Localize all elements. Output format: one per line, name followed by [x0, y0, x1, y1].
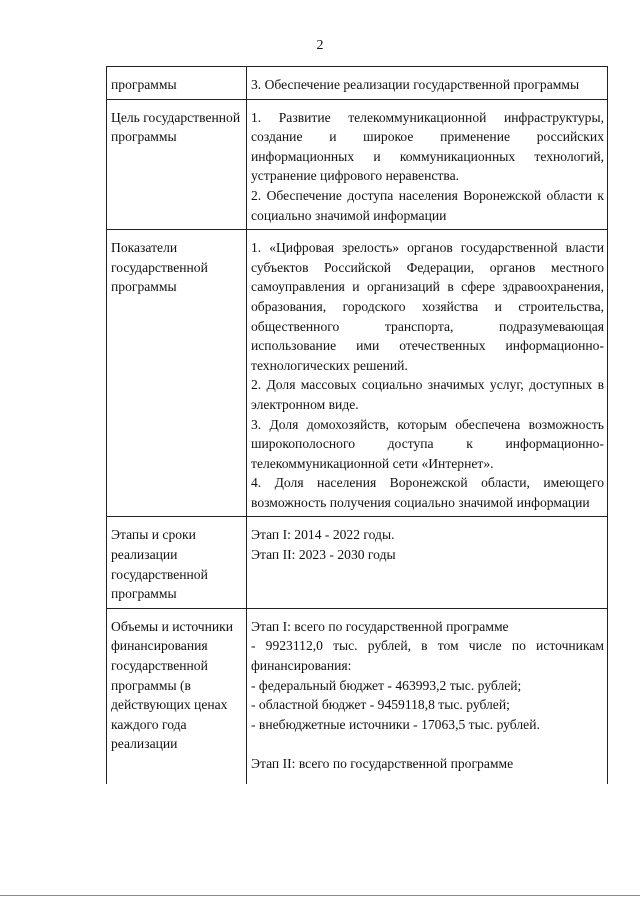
row-content-goal: [247, 99, 608, 230]
row-content-indicators: [247, 230, 608, 517]
paragraph: - 9923112,0 тыс. рублей, в том числе по источникам финансирования:: [251, 638, 604, 674]
paragraph: 4. Доля населения Воронежской области, имеющего возможность получения социально значимой информации: [251, 475, 604, 510]
paragraph: Этап II: 2023 - 2030 годы: [251, 547, 396, 563]
row-content-program: [247, 67, 608, 100]
paragraph: - областной бюджет - 9459118,8 тыс. рублей;: [251, 697, 510, 713]
paragraph: 1. «Цифровая зрелость» органов государственной власти субъектов Российской Федерации, органов местного самоуправления и организаций в сфере здравоохранения, образования, городского хозяйства и строительства, общественного транспорта, подразумевающая использование ими отечественных информационно-технологических решений.: [251, 240, 604, 373]
paragraph: - федеральный бюджет - 463993,2 тыс. рублей;: [251, 677, 522, 693]
table-row: [107, 99, 608, 230]
paragraph: 3. Обеспечение реализации государственной программы: [251, 77, 580, 92]
table-row: [107, 230, 608, 517]
paragraph: 2. Обеспечение доступа населения Воронежской области к социально значимой информации: [251, 187, 604, 223]
row-label-program: программы: [107, 67, 247, 100]
row-label-financing: Объемы и источники финансирования государственной программы (в действующих ценах каждого года реализации: [107, 608, 247, 783]
paragraph: Этап I: всего по государственной программе: [251, 618, 509, 634]
blank-line: [251, 734, 604, 754]
paragraph: Этап II: всего по государственной программе: [251, 756, 514, 771]
page-number: 2: [316, 38, 324, 53]
row-label-stages: Этапы и сроки реализации государственной программы: [107, 517, 247, 608]
paragraph: Этап I: 2014 - 2022 годы.: [251, 527, 395, 543]
row-content-stages: [247, 517, 608, 608]
table-row: [107, 517, 608, 608]
paragraph: - внебюджетные источники - 17063,5 тыс. рублей.: [251, 716, 540, 732]
paragraph: 1. Развитие телекоммуникационной инфраструктуры, создание и широкое применение российских информационных и коммуникационных технологий, устранение цифрового неравенства.: [251, 109, 604, 184]
row-label-goal: Цель государственной программы: [107, 99, 247, 230]
paragraph: 2. Доля массовых социально значимых услуг, доступных в электронном виде.: [251, 377, 604, 412]
table-row: [107, 608, 608, 783]
row-content-financing: [247, 608, 608, 783]
paragraph: 3. Доля домохозяйств, которым обеспечена возможность широкополосного доступа к информационно-телекоммуникационной сети «Интернет».: [251, 416, 604, 471]
table-row: [107, 67, 608, 100]
page-bottom-rule: [0, 895, 640, 896]
row-label-indicators: Показатели государственной программы: [107, 230, 247, 517]
program-passport-table: [106, 66, 608, 784]
